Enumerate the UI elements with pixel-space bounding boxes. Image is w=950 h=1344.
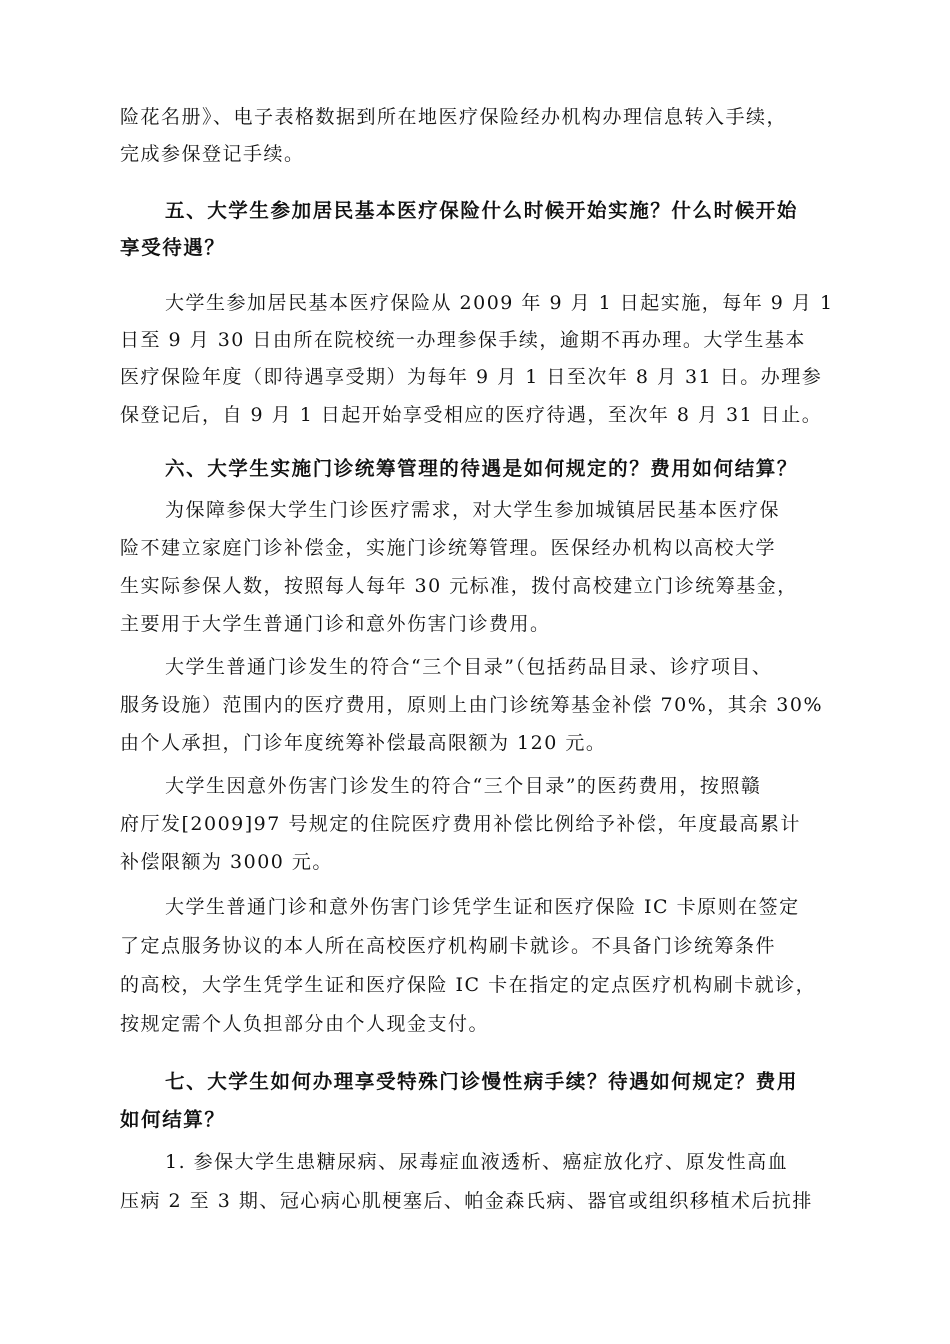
body-text-line: 主要用于大学生普通门诊和意外伤害门诊费用。 <box>120 613 551 635</box>
body-text-line: 保登记后，自 9 月 1 日起开始享受相应的医疗待遇，至次年 8 月 31 日止。 <box>120 404 823 426</box>
section-heading: 六、大学生实施门诊统筹管理的待遇是如何规定的？费用如何结算？ <box>165 457 799 480</box>
body-text-line: 1. 参保大学生患糖尿病、尿毒症血液透析、癌症放化疗、原发性高血 <box>165 1151 789 1173</box>
body-text-line: 大学生普通门诊和意外伤害门诊凭学生证和医疗保险 IC 卡原则在签定 <box>165 896 800 918</box>
body-text-line: 府厅发[2009]97 号规定的住院医疗费用补偿比例给予补偿，年度最高累计 <box>120 813 801 835</box>
body-text-line: 险不建立家庭门诊补偿金，实施门诊统筹管理。医保经办机构以高校大学 <box>120 537 777 559</box>
body-text-line: 压病 2 至 3 期、冠心病心肌梗塞后、帕金森氏病、器官或组织移植术后抗排 <box>120 1190 813 1212</box>
body-text-line: 大学生普通门诊发生的符合“三个目录”（包括药品目录、诊疗项目、 <box>165 656 773 678</box>
body-text-line: 大学生因意外伤害门诊发生的符合“三个目录”的医药费用，按照赣 <box>165 775 762 797</box>
body-text-line: 医疗保险年度（即待遇享受期）为每年 9 月 1 日至次年 8 月 31 日。办理参 <box>120 366 823 388</box>
body-text-line: 险花名册》、电子表格数据到所在地医疗保险经办机构办理信息转入手续， <box>120 106 788 128</box>
body-text-line: 了定点服务协议的本人所在高校医疗机构刷卡就诊。不具备门诊统筹条件 <box>120 935 777 957</box>
body-text-line: 生实际参保人数，按照每人每年 30 元标准，拨付高校建立门诊统筹基金， <box>120 575 798 597</box>
body-text-line: 完成参保登记手续。 <box>120 143 305 165</box>
section-heading: 如何结算？ <box>120 1108 226 1131</box>
section-heading: 五、大学生参加居民基本医疗保险什么时候开始实施？什么时候开始 <box>165 199 799 222</box>
body-text-line: 补偿限额为 3000 元。 <box>120 851 333 873</box>
body-text-line: 大学生参加居民基本医疗保险从 2009 年 9 月 1 日起实施，每年 9 月 1 <box>165 292 834 314</box>
body-text-line: 服务设施）范围内的医疗费用，原则上由门诊统筹基金补偿 70%，其余 30% <box>120 694 824 716</box>
body-text-line: 按规定需个人负担部分由个人现金支付。 <box>120 1013 490 1035</box>
section-heading: 七、大学生如何办理享受特殊门诊慢性病手续？待遇如何规定？费用 <box>165 1070 799 1093</box>
section-heading: 享受待遇？ <box>120 236 226 259</box>
body-text-line: 日至 9 月 30 日由所在院校统一办理参保手续，逾期不再办理。大学生基本 <box>120 329 806 351</box>
body-text-line: 由个人承担，门诊年度统筹补偿最高限额为 120 元。 <box>120 732 607 754</box>
body-text-line: 的高校，大学生凭学生证和医疗保险 IC 卡在指定的定点医疗机构刷卡就诊， <box>120 974 817 996</box>
body-text-line: 为保障参保大学生门诊医疗需求，对大学生参加城镇居民基本医疗保 <box>165 499 781 521</box>
